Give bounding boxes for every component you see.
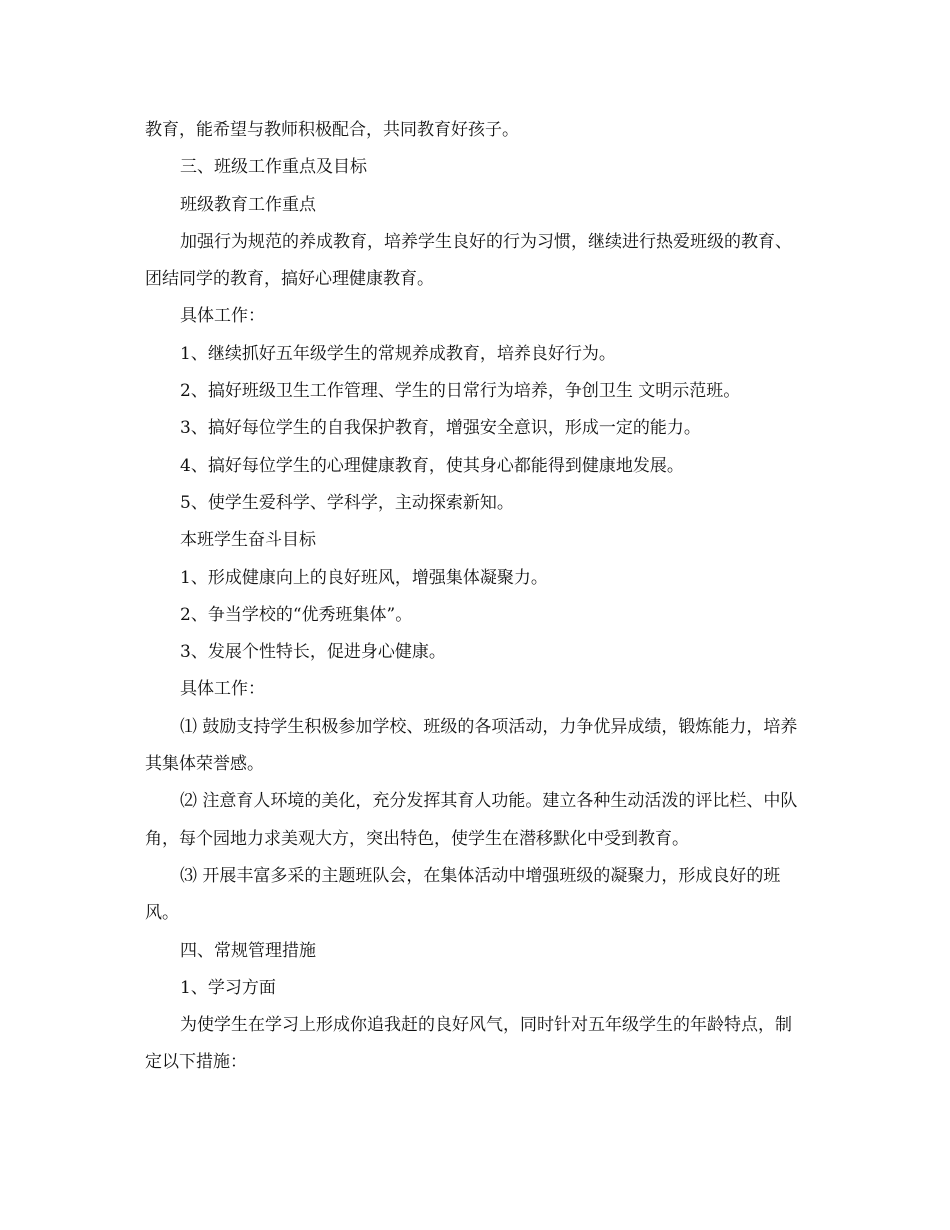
- paragraph-continuation: 教育，能希望与教师积极配合，共同教育好孩子。: [145, 120, 519, 140]
- subheading-specific-work: 具体工作：: [180, 679, 265, 700]
- document-body: [145, 112, 805, 1082]
- list-item: 3、发展个性特长，促进身心健康。: [180, 642, 446, 663]
- list-item: 1、继续抓好五年级学生的常规养成教育，培养良好行为。: [180, 343, 616, 364]
- list-item: 1、形成健康向上的良好班风，增强集体凝聚力。: [180, 567, 548, 588]
- list-item: 4、搞好每位学生的心理健康教育，使其身心都能得到健康地发展。: [180, 455, 684, 476]
- section-heading-4: 四、常规管理措施: [180, 940, 316, 961]
- paragraph-education-focus: 加强行为规范的养成教育，培养学生良好的行为习惯，继续进行热爱班级的教育、团结同学的教育，搞好心理健康教育。: [145, 231, 792, 290]
- list-item: 2、搞好班级卫生工作管理、学生的日常行为培养，争创卫生 文明示范班。: [180, 381, 741, 402]
- list-item: ⑶ 开展丰富多采的主题班队会，在集体活动中增强班级的凝聚力，形成良好的班风。: [145, 865, 781, 924]
- subheading-class-goals: 本班学生奋斗目标: [180, 530, 316, 551]
- subheading-study: 1、学习方面: [180, 977, 276, 998]
- subheading-specific-work: 具体工作：: [180, 306, 265, 327]
- subheading-class-education-focus: 班级教育工作重点: [180, 194, 316, 215]
- list-item: 5、使学生爱科学、学科学，主动探索新知。: [180, 492, 514, 513]
- list-item: ⑵ 注意育人环境的美化，充分发挥其育人功能。建立各种生动活泼的评比栏、中队角，每个园地力求美观大方，突出特色，使学生在潜移默化中受到教育。: [145, 791, 798, 849]
- list-item: 2、争当学校的“优秀班集体”。: [180, 604, 413, 625]
- paragraph-study-measures: 为使学生在学习上形成你追我赶的良好风气，同时针对五年级学生的年龄特点，制定以下措施：: [145, 1015, 792, 1073]
- list-item: ⑴ 鼓励支持学生积极参加学校、班级的各项活动，力争优异成绩，锻炼能力，培养其集体荣誉感。: [145, 716, 798, 775]
- list-item: 3、搞好每位学生的自我保护教育，增强安全意识，形成一定的能力。: [180, 418, 701, 439]
- section-heading-3: 三、班级工作重点及目标: [180, 157, 367, 178]
